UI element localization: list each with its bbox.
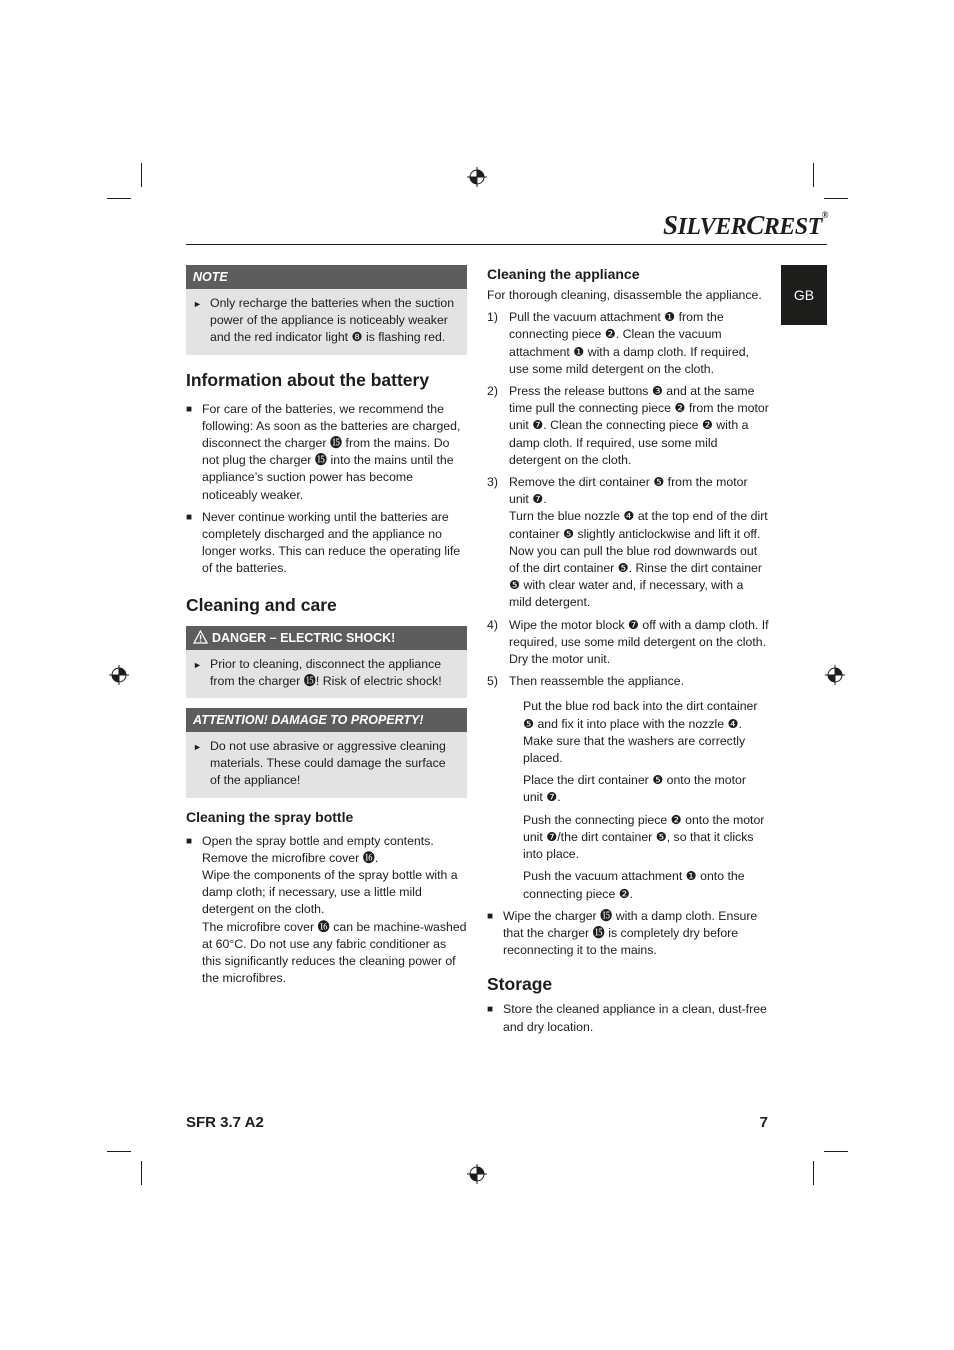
square-bullet-icon: ■	[487, 1004, 494, 1016]
crop-mark	[813, 1161, 814, 1185]
crop-mark	[107, 198, 131, 199]
substep-item: Place the dirt container ❺ onto the motor unit ❼.	[523, 773, 746, 805]
crop-mark	[824, 1151, 848, 1152]
appliance-heading: Cleaning the appliance	[487, 266, 640, 282]
right-column	[487, 265, 769, 1041]
crop-mark	[141, 1161, 142, 1185]
square-bullet-icon: ■	[186, 511, 193, 523]
appliance-intro: For thorough cleaning, disassemble the appliance.	[487, 288, 762, 302]
attention-title: ATTENTION! DAMAGE TO PROPERTY!	[186, 708, 467, 732]
attention-item: ► Do not use abrasive or aggressive cleaning materials. These could damage the surface of the appliance!	[193, 738, 457, 790]
crop-mark	[813, 163, 814, 187]
step-item: 5) Then reassemble the appliance.	[487, 674, 684, 689]
triangle-bullet-icon: ►	[193, 299, 202, 309]
list-item: ■ Store the cleaned appliance in a clean, dust-free and dry location.	[487, 1001, 769, 1035]
step-item: 1) Pull the vacuum attachment ❶ from the connecting piece ❷. Clean the vacuum attachment ❶ with a damp cloth. If required, use some mild detergent on the cloth.	[487, 310, 749, 376]
attention-box	[186, 708, 467, 798]
left-column	[186, 265, 467, 992]
step-item: 3) Remove the dirt container ❺ from the motor unit ❼. Turn the blue nozzle ❹ at the top end of the dirt container ❺ slightly anticlockwise and lift it off. Now you can pull the blue rod downwards out of the dirt container ❺. Rinse the dirt container ❺ with clear water and, if necessary, with a mild detergent.	[487, 475, 768, 610]
triangle-bullet-icon: ►	[193, 659, 202, 670]
page-number: 7	[759, 1114, 768, 1131]
crop-mark	[107, 1151, 131, 1152]
spray-heading: Cleaning the spray bottle	[186, 808, 354, 825]
danger-box	[186, 626, 467, 698]
crop-mark	[824, 198, 848, 199]
storage-heading: Storage	[487, 974, 553, 995]
registration-mark-icon	[825, 665, 845, 685]
danger-title: DANGER – ELECTRIC SHOCK!	[186, 626, 467, 650]
warning-triangle-icon	[193, 630, 208, 644]
square-bullet-icon: ■	[487, 910, 494, 922]
brand-logo: SILVERCREST®	[663, 210, 828, 240]
note-title: NOTE	[186, 265, 467, 289]
care-heading: Cleaning and care	[186, 594, 337, 615]
triangle-bullet-icon: ►	[193, 742, 202, 753]
language-tab: GB	[781, 265, 827, 325]
danger-item: ► Prior to cleaning, disconnect the appliance from the charger ⓯! Risk of electric shock!	[193, 656, 457, 690]
list-item: ■ For care of the batteries, we recommend the following: As soon as the batteries are charged, disconnect the charger ⓯ from the mains. Do not plug the charger ⓯ into the mains until the appliance’s suction power has become noticeably weaker.	[186, 401, 467, 504]
list-item: ■ Never continue working until the batteries are completely discharged and the appliance no longer works. This can reduce the operating life of the batteries.	[186, 509, 467, 578]
substep-item: Push the connecting piece ❷ onto the motor unit ❼/the dirt container ❺, so that it clicks into place.	[523, 812, 765, 862]
list-item: ■ Open the spray bottle and empty contents. Remove the microfibre cover ⓰. Wipe the components of the spray bottle with a damp cloth; if necessary, use a little mild detergent on the cloth. The microfibre cover ⓰ can be machine-washed at 60°C. Do not use any fabric conditioner as this significantly reduces the cleaning power of the microfibres.	[186, 833, 467, 988]
registration-mark-icon	[467, 167, 487, 187]
header-rule	[186, 244, 827, 245]
square-bullet-icon: ■	[186, 403, 193, 415]
substep-item: Put the blue rod back into the dirt container ❺ and fix it into place with the nozzle ❹. Make sure that the washers are correctly placed.	[523, 699, 758, 766]
footer-model: SFR 3.7 A2	[186, 1114, 264, 1131]
crop-mark	[141, 163, 142, 187]
battery-heading: Information about the battery	[186, 369, 430, 390]
list-item: ■ Wipe the charger ⓯ with a damp cloth. Ensure that the charger ⓯ is completely dry before reconnecting it to the mains.	[487, 908, 769, 960]
note-box	[186, 265, 467, 355]
step-item: 4) Wipe the motor block ❼ off with a damp cloth. If required, use some mild detergent on the cloth. Dry the motor unit.	[487, 617, 769, 667]
substep-item: Push the vacuum attachment ❶ onto the connecting piece ❷.	[523, 869, 745, 901]
step-item: 2) Press the release buttons ❸ and at the same time pull the connecting piece ❷ from the motor unit ❼. Clean the connecting piece ❷ with a damp cloth. If required, use some mild detergent on the cloth.	[487, 384, 769, 467]
registration-mark-icon	[109, 665, 129, 685]
registration-mark-icon	[467, 1164, 487, 1184]
note-item: ► Only recharge the batteries when the suction power of the appliance is noticeably weaker and the red indicator light ❽ is flashing red.	[193, 295, 457, 347]
square-bullet-icon: ■	[186, 835, 193, 847]
